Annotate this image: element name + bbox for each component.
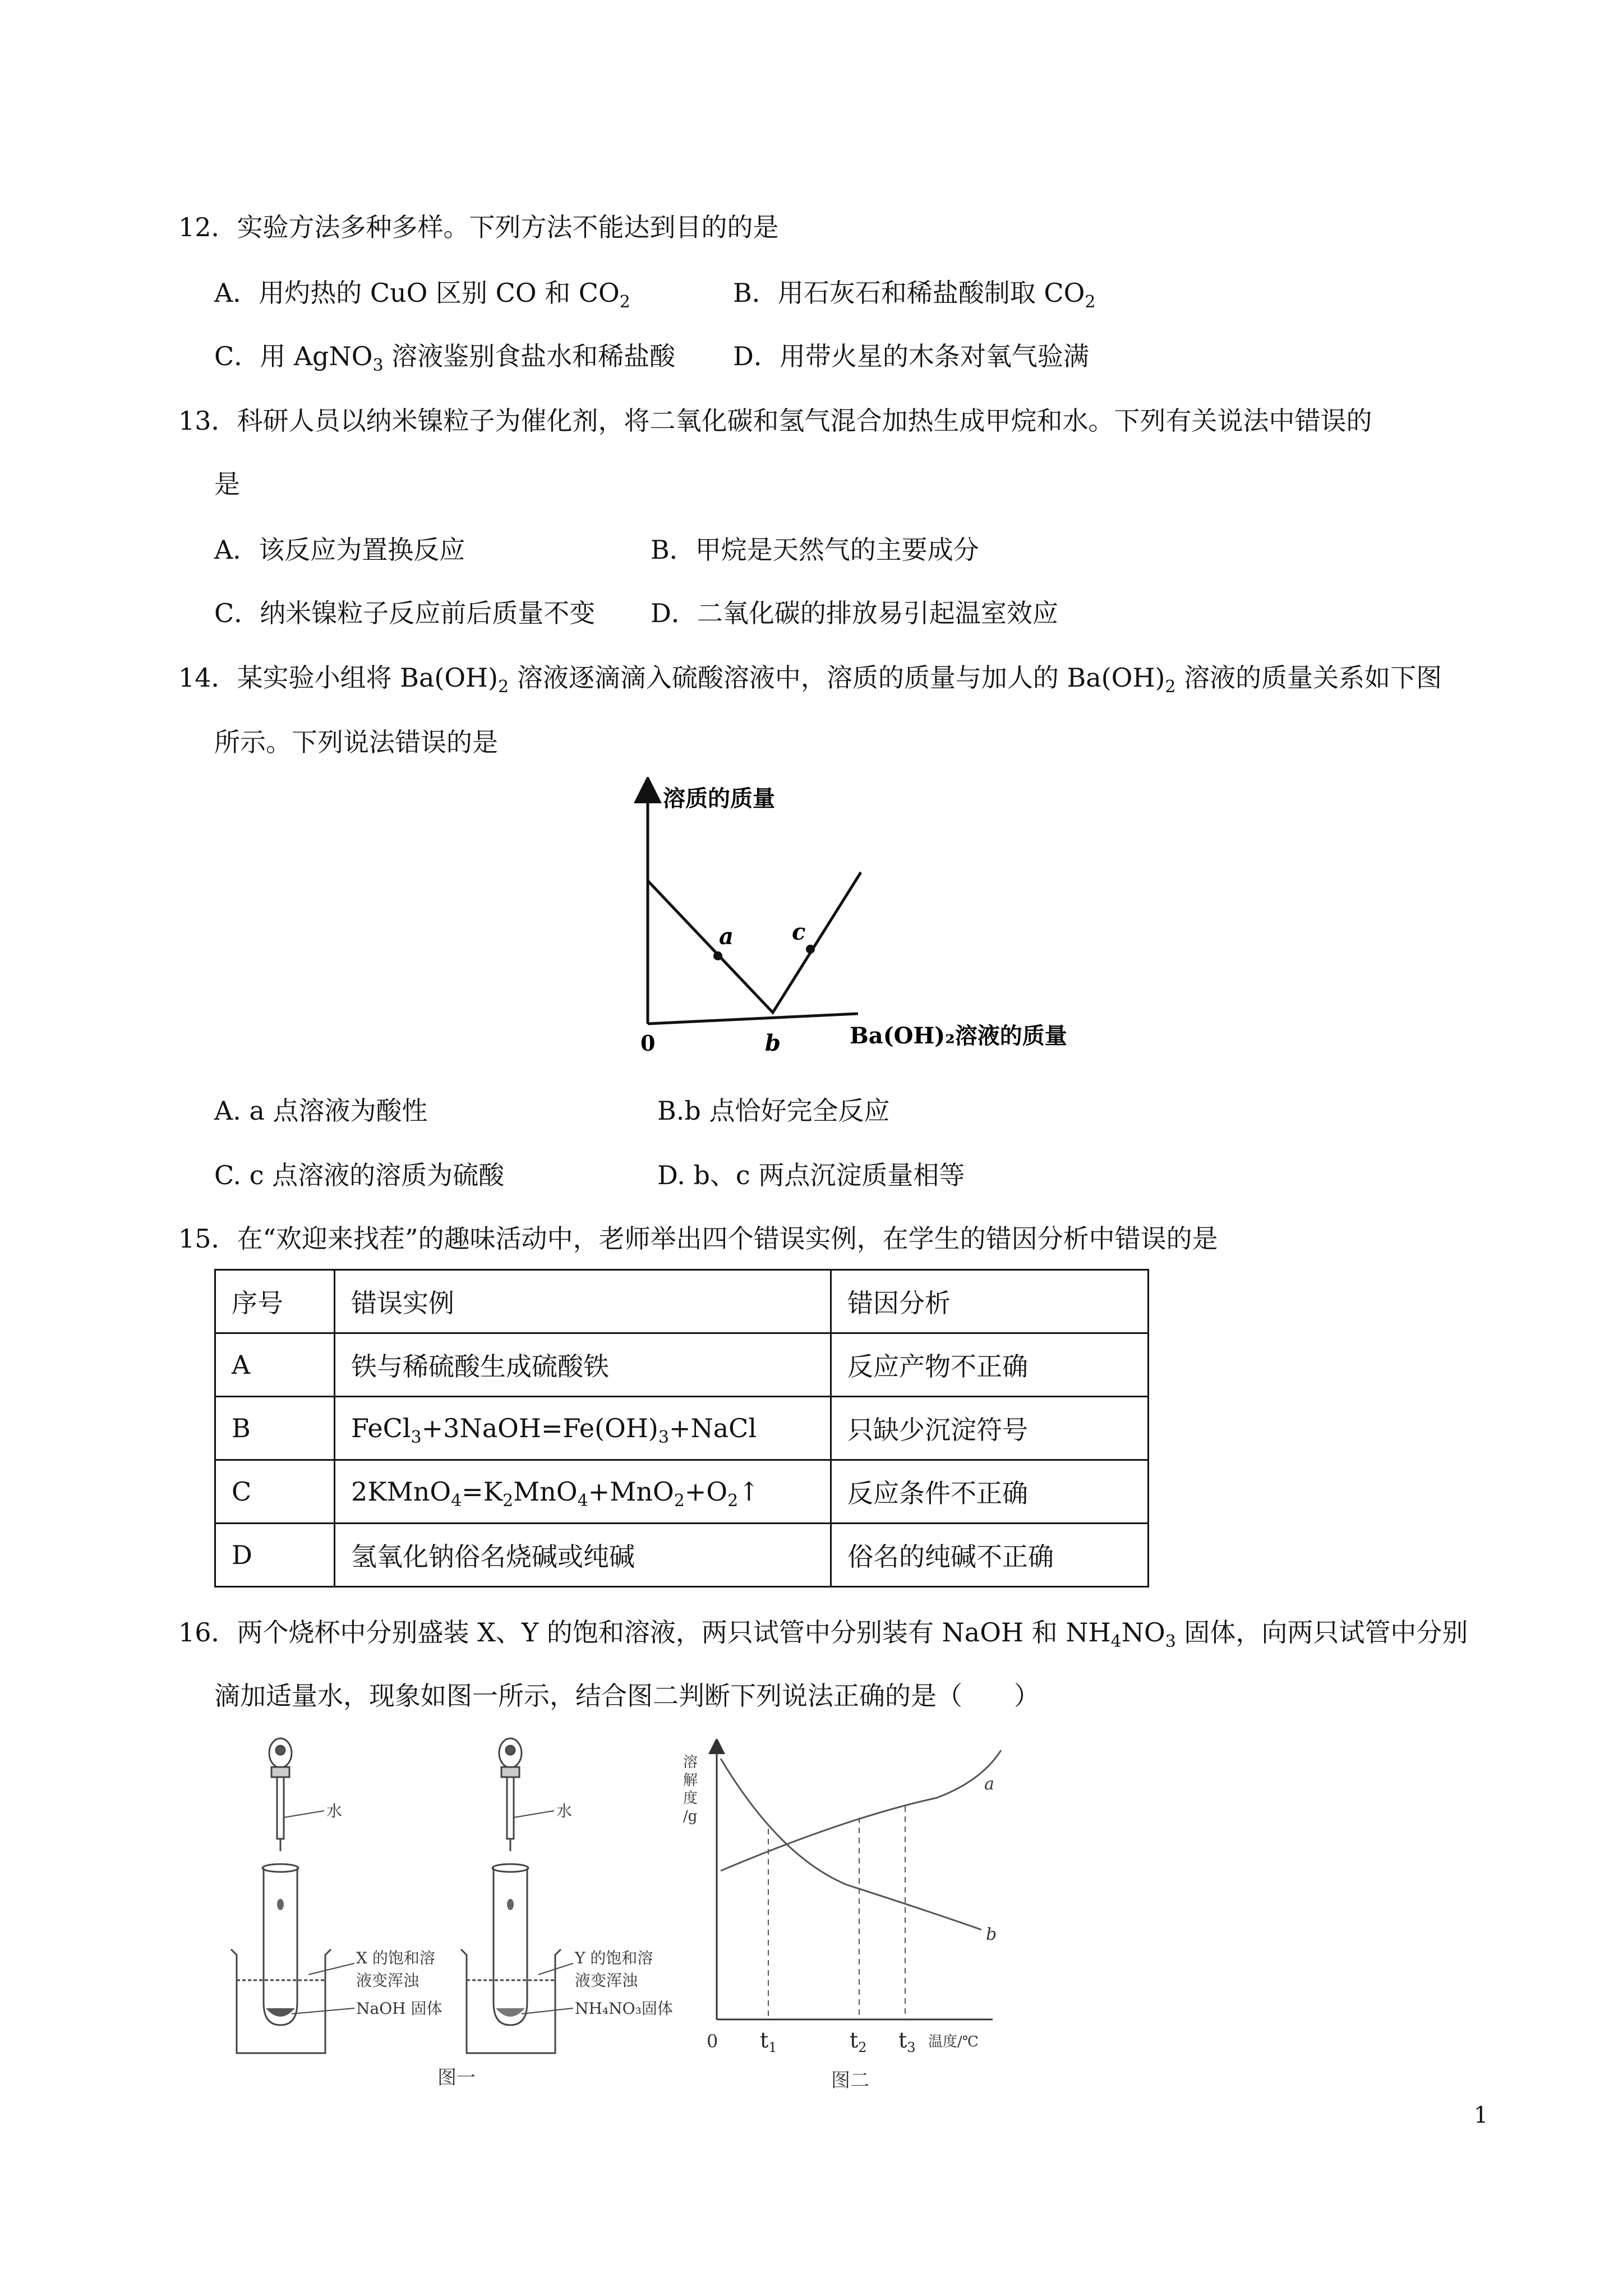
q14-y-label: 溶质的质量 [663,785,775,812]
q16-stem: 16．两个烧杯中分别盛装 X、Y 的饱和溶液，两只试管中分别装有 NaOH 和 $NH_4NO_3$ 固体，向两只试管中分别 [178,1617,1468,1651]
q14-stem: 14．某实验小组将 $Ba(OH)_2$ 溶液逐滴滴入硫酸溶液中，溶质的质量与加人的 $Ba(OH)_2$ 溶液的质量关系如下图 [178,662,1442,697]
q14-option-c: C. c 点溶液的溶质为硫酸 [214,1160,505,1190]
q12-option-a: A．用灼热的 CuO 区别 CO 和 $CO_2$ [214,278,630,312]
q14-label-b: b [765,1030,781,1056]
q13-option-d: D．二氧化碳的排放易引起温室效应 [651,598,1058,628]
beaker-y-label-1: Y 的饱和溶 [575,1949,653,1967]
naoh-label: NaOH 固体 [356,1999,442,2018]
dropper-right [499,1738,522,1851]
row-analysis: 反应产物不正确 [831,1333,1149,1397]
q14-origin: 0 [640,1030,656,1056]
q12-option-c: C．用 AgNO$_3$ 溶液鉴别食盐水和稀盐酸 [214,341,676,375]
fig2-y-label-2: 解 [683,1772,698,1789]
water-label-left: 水 [326,1802,343,1820]
q14-option-d: D. b、c 两点沉淀质量相等 [657,1160,965,1190]
q14-x-label: Ba(OH)₂溶液的质量 [850,1023,1067,1049]
row-id: A [215,1333,335,1397]
t3-label: $t_3$ [898,2028,916,2055]
nh4no3-label: NH₄NO₃固体 [575,1999,673,2018]
row-analysis: 反应条件不正确 [831,1460,1149,1524]
curve-b-label: b [986,1925,997,1944]
q13-option-c: C．纳米镍粒子反应前后质量不变 [214,598,596,628]
row-id: B [215,1397,335,1460]
q14-x-axis [648,1014,858,1024]
test-tube-left [262,1864,298,2025]
water-pointer-left [284,1811,324,1818]
droplet-right [507,1899,514,1910]
beaker-x-label-1: X 的饱和溶 [356,1949,435,1967]
header-index: 序号 [215,1270,335,1333]
curve-b [721,1759,981,1930]
row-example: $FeCl_3+3NaOH=Fe(OH)_3+NaCl$ [335,1397,831,1460]
q14-option-b: B.b 点恰好完全反应 [657,1096,890,1126]
table-header-row [215,1270,1149,1333]
q14-point-c [806,945,815,954]
naoh-solid [266,2008,295,2017]
fig2-y-label-1: 溶 [683,1754,698,1771]
row-id: C [215,1460,335,1524]
q12-stem: 12．实验方法多种多样。下列方法不能达到目的的是 [178,212,779,242]
q14-point-a [713,951,722,960]
table-row [215,1333,1149,1397]
figure-2-caption: 图二 [831,2069,869,2092]
q13-option-a: A．该反应为置换反应 [214,535,465,565]
table-row [215,1524,1149,1587]
beaker-x-label-2: 液变浑浊 [356,1971,419,1990]
fig2-y-label-4: /g [683,1808,698,1825]
q13-option-b: B．甲烷是天然气的主要成分 [651,535,979,565]
q14-label-a: a [719,923,734,950]
figure-1-caption: 图一 [437,2067,476,2089]
beaker-left [231,1949,331,2053]
beaker-right [461,1949,561,2053]
water-label-right: 水 [556,1802,573,1820]
row-analysis: 俗名的纯碱不正确 [831,1524,1149,1587]
q14-option-a: A. a 点溶液为酸性 [214,1096,428,1126]
table-row [215,1397,1149,1460]
page-number: 1 [1474,2102,1488,2128]
dropper-left [269,1738,292,1851]
nh4no3-solid [496,2008,525,2017]
row-example: 铁与稀硫酸生成硫酸铁 [335,1333,831,1397]
t2-label: $t_2$ [850,2028,867,2055]
table-row [215,1460,1149,1524]
test-tube-right [492,1864,528,2025]
q14-label-c: c [792,919,806,945]
curve-a [721,1750,1001,1871]
q16-figure-1 [224,1733,684,2092]
row-example: 氢氧化钠俗名烧碱或纯碱 [335,1524,831,1587]
t1-label: $t_1$ [760,2028,777,2055]
curve-a-label: a [984,1774,994,1794]
droplet-left [277,1899,284,1910]
q13-stem: 13．科研人员以纳米镍粒子为催化剂，将二氧化碳和氢气混合加热生成甲烷和水。下列有关说法中错误的 [178,406,1372,436]
q16-stem-cont: 滴加适量水，现象如图一所示，结合图二判断下列说法正确的是（ ） [214,1681,1040,1711]
water-pointer-right [514,1811,554,1818]
q14-curve [648,872,861,1013]
beaker-y-label-2: 液变浑浊 [575,1971,638,1990]
fig2-y-label-3: 度 [683,1790,698,1807]
fig2-origin: 0 [707,2031,718,2052]
header-example: 错误实例 [335,1270,831,1333]
header-analysis: 错因分析 [831,1270,1149,1333]
fig2-x-label: 温度/℃ [928,2033,979,2050]
q12-option-b: B．用石灰石和稀盐酸制取 $CO_2$ [733,278,1096,312]
q16-figure-2 [679,1739,1026,2092]
q14-graph [594,777,1088,1063]
row-example: $2KMnO_4=K_2MnO_4+MnO_2+O_2↑$ [335,1460,831,1524]
row-id: D [215,1524,335,1587]
q15-stem: 15．在“欢迎来找茬”的趣味活动中，老师举出四个错误实例，在学生的错因分析中错误的是 [178,1223,1218,1254]
q13-stem-cont: 是 [214,469,240,499]
q15-table [214,1269,1149,1588]
q12-option-d: D．用带火星的木条对氧气验满 [733,341,1089,371]
q14-stem-cont: 所示。下列说法错误的是 [214,727,498,757]
row-analysis: 只缺少沉淀符号 [831,1397,1149,1460]
